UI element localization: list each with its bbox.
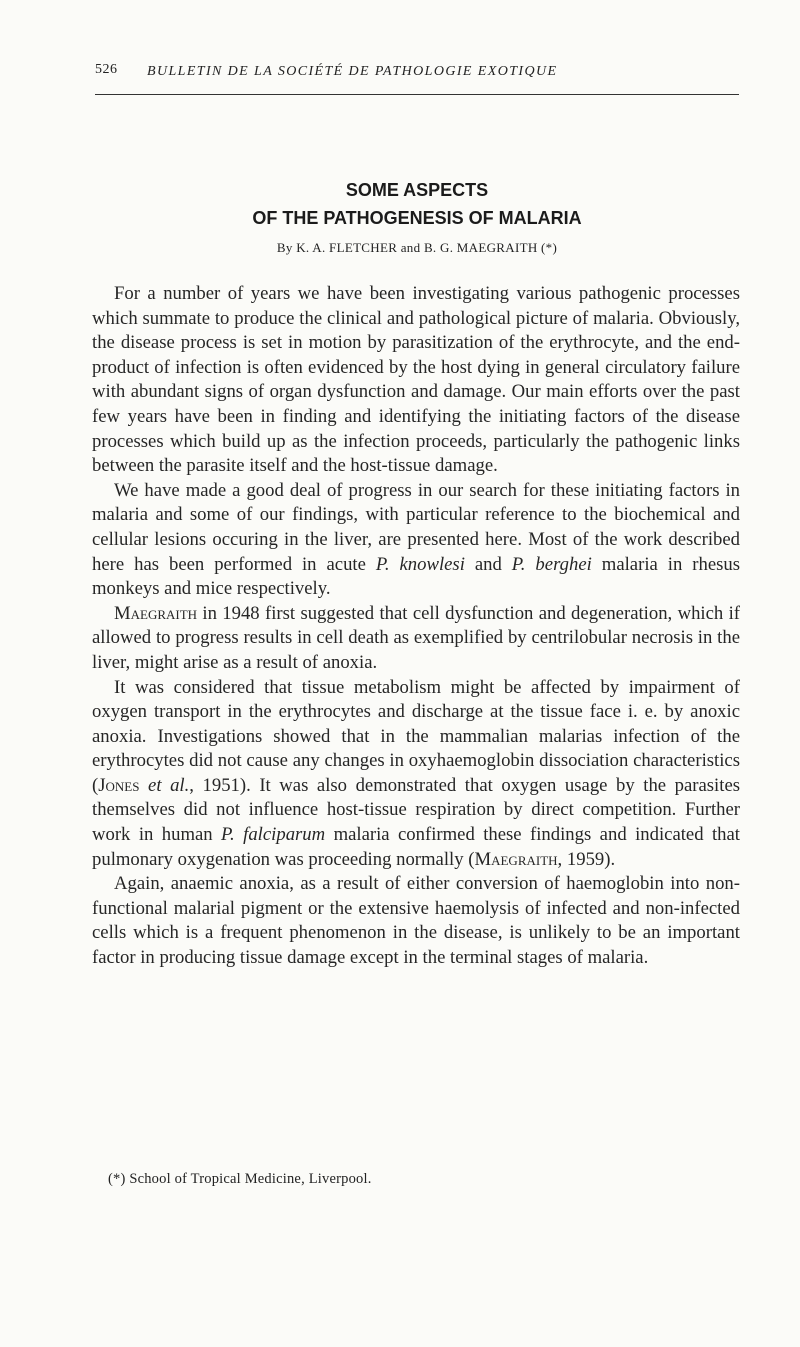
journal-name: BULLETIN DE LA SOCIÉTÉ DE PATHOLOGIE EXOTIQUE: [147, 64, 558, 79]
header-rule: [95, 94, 739, 95]
title-line-1: SOME ASPECTS: [345, 180, 489, 200]
paragraph-1: For a number of years we have been investigating various pathogenic processes which summate to produce the clinical and pathological picture of malaria. Obviously, the disease process is set in motion by parasitization of the erythrocyte, and the end-product of infection is often evidenced by the host dying in general circulatory failure with abundant signs of organ dysfunction and damage. Our main efforts over the past few years have been in finding and identifying the initiating factors of the disease processes which build up as the infection proceeds, particularly the pathogenic links between the parasite itself and the host-tissue damage.: [92, 283, 740, 477]
species-name: P. berghei: [511, 553, 592, 575]
author-citation: Jones: [98, 774, 140, 796]
paragraph-2: We have made a good deal of progress in our search for these initiating factors in malaria and some of our findings, with particular reference to the biochemical and cellular lesions occuring in the liver, are presented here. Most of the work described here has been performed in acute P. knowlesi and P. berghei malaria in rhesus monkeys and mice respectively.: [92, 479, 741, 600]
article-title: [95, 176, 739, 232]
page-number: 526: [95, 62, 118, 77]
byline: By K. A. FLETCHER and B. G. MAEGRAITH (*): [276, 240, 558, 255]
species-name: P. falciparum: [221, 824, 326, 846]
species-name: P. knowlesi: [375, 553, 465, 575]
article-body: [92, 282, 740, 971]
author-citation: Maegraith: [114, 602, 198, 624]
paragraph-4: It was considered that tissue metabolism might be affected by impairment of oxygen transport in the erythrocytes and discharge at the tissue face i. e. by anoxic anoxia. Investigations showed that in the mammalian malarias infection of the erythrocytes did not cause any changes in oxyhaemoglobin dissociation characteristics (Jones et al., 1951). It was also demonstrated that oxygen usage by the parasites themselves did not influence host-tissue respiration by direct competition. Further work in human P. falciparum malaria confirmed these findings and indicated that pulmonary oxygenation was proceeding normally (Maegraith, 1959).: [92, 676, 741, 870]
footnote: (*) School of Tropical Medicine, Liverpool.: [108, 1171, 372, 1187]
paragraph-5: Again, anaemic anoxia, as a result of either conversion of haemoglobin into non-functional malarial pigment or the extensive haemolysis of infected and non-infected cells which is a frequent phenomenon in the disease, is unlikely to be an important factor in producing tissue damage except in the terminal stages of malaria.: [92, 873, 740, 969]
author-citation: Maegraith: [474, 848, 558, 870]
title-line-2: OF THE PATHOGENESIS OF MALARIA: [252, 208, 582, 228]
paragraph-3: Maegraith in 1948 first suggested that cell dysfunction and degeneration, which if allowed to progress results in cell death as exemplified by centrilobular necrosis in the liver, might arise as a result of anoxia.: [92, 602, 740, 673]
